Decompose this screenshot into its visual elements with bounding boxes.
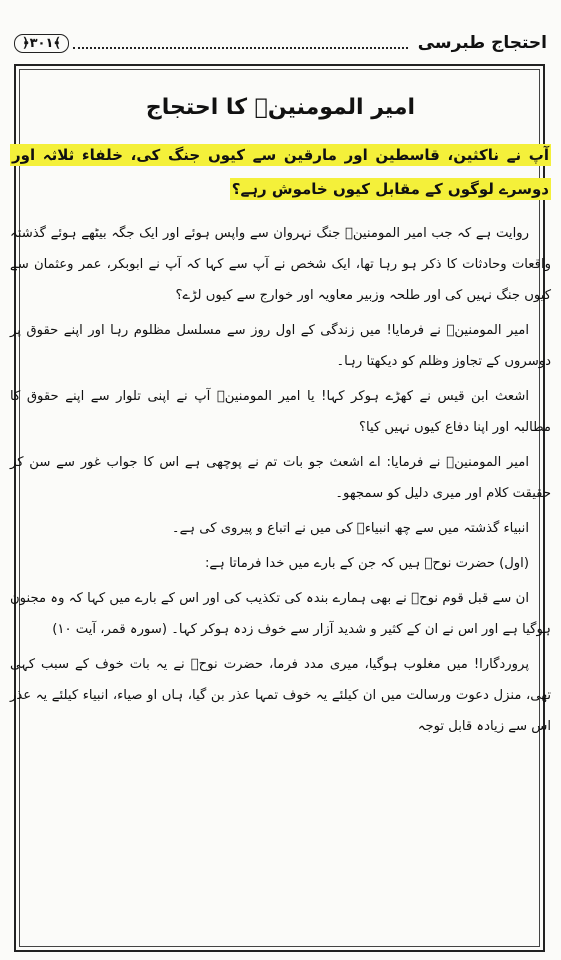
- paragraph-4: امیر المومنینؑ نے فرمایا: اے اشعث جو بات تم نے پوچھی ہے اس کا جواب غور سے سن کر حقیقت کلام اور میری دلیل کو سمجھو۔: [10, 455, 551, 501]
- paragraph-8: پروردگارا! میں مغلوب ہوگیا، میری مدد فرما، حضرت نوحؑ نے یہ بات خوف کے سبب کہی تھی، منزل دعوت ورسالت میں ان کیلئے یہ خوف تمہا عذر بن گیا، ہاں او صیاء، انبیاء کیلئے یہ عذر اس سے زیادہ قابل توجہ: [10, 657, 551, 734]
- highlighted-subheading: [10, 138, 551, 206]
- paragraph-3: اشعث ابن قیس نے کھڑے ہوکر کہا! یا امیر المومنینؑ آپ نے اپنی تلوار سے اپنے حقوق کا مطالبہ اور اپنا دفاع کیوں نہیں کیا؟: [10, 389, 551, 435]
- page-number: ﴿۳۰۱﴾: [14, 34, 69, 53]
- subheading-text: آپ نے ناکثین، قاسطین اور مارقین سے کیوں جنگ کی، خلفاء ثلاثہ اور دوسرے لوگوں کے مقابل کیوں خاموش رہے؟: [12, 146, 549, 198]
- running-header: [14, 26, 547, 60]
- paragraph-7: ان سے قبل قوم نوحؑ نے بھی ہمارے بندہ کی تکذیب کی اور اس کے بارے میں کہا کہ وہ مجنون ہوگیا ہے اور اس نے ان کے کثیر و شدید آزار سے خوف زدہ ہوکر کہا۔ (سورہ قمر، آیت ۱۰): [10, 591, 551, 637]
- paragraph-6: (اول) حضرت نوحؑ ہیں کہ جن کے بارے میں خدا فرماتا ہے:: [204, 556, 529, 571]
- header-dotted-leader: [73, 37, 408, 49]
- page-body: [10, 90, 551, 954]
- chapter-heading: امیر المومنینؑ کا احتجاج: [145, 95, 416, 120]
- paragraph-1: روایت ہے کہ جب امیر المومنینؑ جنگ نہروان سے واپس ہوئے اور ایک جگہ بیٹھے ہوئے گذشتہ واقعات وحادثات کا ذکر ہو رہا تھا، ایک شخص نے آپ سے کہا کہ آپ نے ابوبکر، عمر وعثمان سے کیوں جنگ نہیں کی اور طلحہ وزبیر معاویہ اور خوارج سے کیوں لڑے؟: [10, 226, 551, 303]
- paragraph-2: امیر المومنینؑ نے فرمایا! میں زندگی کے اول روز سے مسلسل مظلوم رہا اور اپنے حقوق پر دوسروں کے تجاوز وظلم کو دیکھتا رہا۔: [10, 323, 551, 369]
- book-title: احتجاج طبرسی: [417, 33, 547, 53]
- paragraph-5: انبیاء گذشتہ میں سے چھ انبیاءؑ کی میں نے اتباع و پیروی کی ہے۔: [171, 521, 529, 536]
